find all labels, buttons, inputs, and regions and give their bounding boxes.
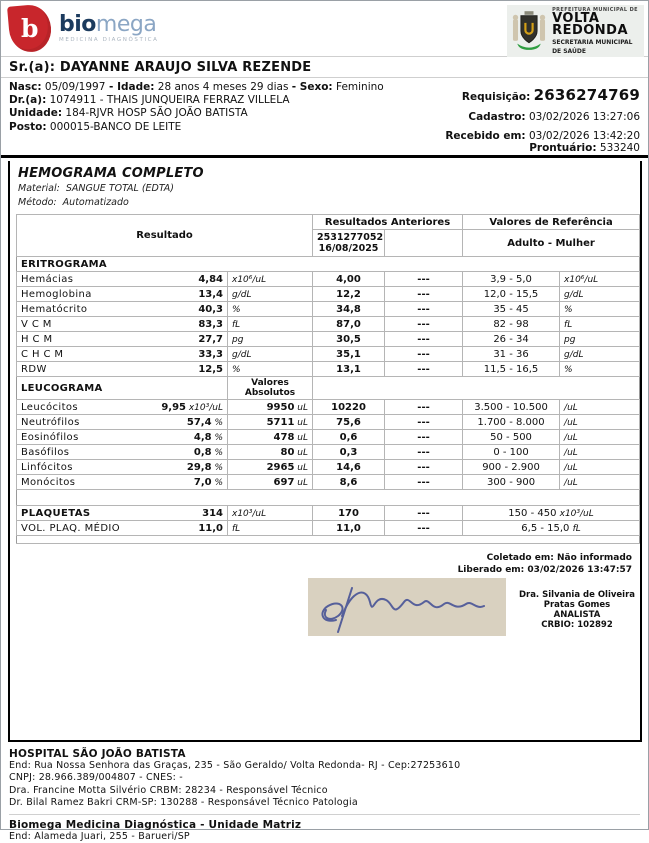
biomega-drop-icon: b xyxy=(7,3,53,53)
result-name: C H C M xyxy=(21,348,64,360)
registration-details xyxy=(445,81,640,153)
result-value-group: 57,4 % xyxy=(186,416,223,428)
exam-method: Método: Automatizado xyxy=(18,196,129,208)
result-unit: fL xyxy=(228,317,313,332)
spacer-row xyxy=(17,536,640,544)
absolute-value: 2965 uL xyxy=(228,460,313,475)
reference-unit: x10⁶/uL xyxy=(560,272,640,287)
reference-range: 50 - 500 xyxy=(463,430,560,445)
previous-result: 10220 xyxy=(313,400,385,415)
requisition-line: Requisição: 2636274769 xyxy=(461,86,640,104)
reference-range: 6,5 - 15,0 fL xyxy=(463,521,640,536)
patient-info-line: Dr.(a): 1074911 - THAIS JUNQUEIRA FERRAZ VILLELA xyxy=(9,94,290,107)
reference-range: 900 - 2.900 xyxy=(463,460,560,475)
previous-result: 30,5 xyxy=(313,332,385,347)
results-table xyxy=(16,214,640,544)
reference-unit: /uL xyxy=(560,400,640,415)
table-row xyxy=(17,430,640,445)
matriz-lines xyxy=(9,831,640,843)
previous-result: 14,6 xyxy=(313,460,385,475)
table-row xyxy=(17,521,640,536)
previous-result-2: --- xyxy=(385,475,463,490)
result-value: 314 xyxy=(202,507,223,519)
analyst-role: ANALISTA xyxy=(553,610,601,620)
section-spacer xyxy=(313,377,640,400)
footer-line: CNPJ: 28.966.389/004807 - CNES: - xyxy=(9,772,183,784)
footer-line: End: Alameda Juari, 255 - Barueri/SP xyxy=(9,831,190,843)
result-cell xyxy=(17,287,228,302)
result-value: 13,4 xyxy=(198,288,223,300)
reference-range: 1.700 - 8.000 xyxy=(463,415,560,430)
table-row xyxy=(17,302,640,317)
result-unit: fL xyxy=(228,521,313,536)
patient-info-section xyxy=(1,78,648,153)
requisition-number: 2636274769 xyxy=(533,86,640,104)
result-value: 11,0 xyxy=(198,522,223,534)
liberado-line: Liberado em: 03/02/2026 13:47:57 xyxy=(457,565,632,575)
reference-range: 82 - 98 xyxy=(463,317,560,332)
reference-range: 35 - 45 xyxy=(463,302,560,317)
result-value-group: 7,0 % xyxy=(193,476,223,488)
reference-range: 12,0 - 15,5 xyxy=(463,287,560,302)
result-unit: % xyxy=(228,302,313,317)
report-header xyxy=(1,1,648,57)
exam-title: HEMOGRAMA COMPLETO xyxy=(18,166,204,181)
result-name: H C M xyxy=(21,333,53,345)
table-row xyxy=(17,400,640,415)
analyst-name: Dra. Silvania de Oliveira Pratas Gomes xyxy=(518,590,636,610)
result-unit: g/dL xyxy=(228,347,313,362)
patient-info-line: Nasc: 05/09/1997 - Idade: 28 anos 4 meses 29 dias - Sexo: Feminino xyxy=(9,81,384,93)
patient-name-row xyxy=(1,57,648,78)
previous-result-2: --- xyxy=(385,400,463,415)
coletado-line: Coletado em: Não informado xyxy=(486,553,632,563)
result-name: PLAQUETAS xyxy=(21,507,91,519)
result-name: Linfócitos xyxy=(21,461,73,473)
previous-result-id: 2531277052 16/08/2025 xyxy=(313,230,385,257)
spacer-cell xyxy=(17,536,640,544)
result-cell xyxy=(17,332,228,347)
absolute-value: 80 uL xyxy=(228,445,313,460)
hospital-lines xyxy=(9,760,640,809)
reference-unit: g/dL xyxy=(560,287,640,302)
previous-result-2: --- xyxy=(385,430,463,445)
table-row xyxy=(17,272,640,287)
result-name: Eosinófilos xyxy=(21,431,79,443)
previous-result-2: --- xyxy=(385,272,463,287)
patient-details xyxy=(9,81,384,153)
exam-result-box xyxy=(8,161,642,742)
reference-unit: /uL xyxy=(560,445,640,460)
municipality-secretary-1: SECRETARIA MUNICIPAL xyxy=(552,38,633,46)
table-row xyxy=(17,475,640,490)
result-cell xyxy=(17,272,228,287)
previous-result: 13,1 xyxy=(313,362,385,377)
salutation-label: Sr.(a): xyxy=(9,60,56,75)
patient-info-line: Posto: 000015-BANCO DE LEITE xyxy=(9,120,182,133)
spacer-row xyxy=(17,490,640,506)
reference-unit: % xyxy=(560,302,640,317)
previous-result: 12,2 xyxy=(313,287,385,302)
brand-name: biomega xyxy=(59,12,157,37)
spacer-cell xyxy=(17,490,640,506)
result-cell xyxy=(17,302,228,317)
previous-result-id-2 xyxy=(385,230,463,257)
result-unit: g/dL xyxy=(228,287,313,302)
col-header-resultado: Resultado xyxy=(17,215,313,257)
section-title: LEUCOGRAMA xyxy=(17,377,228,400)
result-name: Hematócrito xyxy=(21,303,88,315)
result-unit: x10⁶/uL xyxy=(228,272,313,287)
hospital-title: HOSPITAL SÃO JOÃO BATISTA xyxy=(9,748,186,760)
result-cell xyxy=(17,475,228,490)
reference-range: 150 - 450 x10³/uL xyxy=(463,506,640,521)
result-cell xyxy=(17,430,228,445)
result-unit: pg xyxy=(228,332,313,347)
prontuario-line: Prontuário: 533240 xyxy=(529,142,640,154)
reference-range: 26 - 34 xyxy=(463,332,560,347)
section-title: ERITROGRAMA xyxy=(17,257,640,272)
previous-result: 87,0 xyxy=(313,317,385,332)
table-row xyxy=(17,332,640,347)
reference-group: Adulto - Mulher xyxy=(463,230,640,257)
reference-unit: pg xyxy=(560,332,640,347)
absolute-values-header: Valores Absolutos xyxy=(228,377,313,400)
result-cell xyxy=(17,400,228,415)
previous-result-2: --- xyxy=(385,347,463,362)
previous-result-2: --- xyxy=(385,302,463,317)
matriz-title: Biomega Medicina Diagnóstica - Unidade Matriz xyxy=(9,819,302,832)
analyst-registration: CRBIO: 102892 xyxy=(541,620,613,630)
previous-result-2: --- xyxy=(385,506,463,521)
previous-result: 34,8 xyxy=(313,302,385,317)
table-row xyxy=(17,287,640,302)
result-cell xyxy=(17,317,228,332)
patient-info-line: Unidade: 184-RJVR HOSP SÃO JOÃO BATISTA xyxy=(9,107,248,120)
table-row xyxy=(17,317,640,332)
result-name: Basófilos xyxy=(21,446,70,458)
section-row-eritrograma xyxy=(17,257,640,272)
reference-range: 0 - 100 xyxy=(463,445,560,460)
result-value: 4,84 xyxy=(198,273,223,285)
result-cell xyxy=(17,506,228,521)
footer-line: End: Rua Nossa Senhora das Graças, 235 - São Geraldo/ Volta Redonda- RJ - Cep:27253610 xyxy=(9,760,461,771)
previous-result-2: --- xyxy=(385,460,463,475)
result-name: V C M xyxy=(21,318,52,330)
volta-redonda-seal xyxy=(507,5,644,57)
municipality-secretary-2: DE SAÚDE xyxy=(552,47,586,55)
absolute-value: 478 uL xyxy=(228,430,313,445)
footer-line: Dr. Bilal Ramez Bakri CRM-SP: 130288 - Responsável Técnico Patologia xyxy=(9,796,358,808)
reference-range: 300 - 900 xyxy=(463,475,560,490)
previous-result-2: --- xyxy=(385,332,463,347)
section-divider xyxy=(1,155,648,158)
reference-unit: /uL xyxy=(560,460,640,475)
cadastro-line: Cadastro: 03/02/2026 13:27:06 xyxy=(468,111,640,123)
signature-scribble-icon xyxy=(308,578,506,636)
analyst-block xyxy=(514,590,640,630)
previous-result-2: --- xyxy=(385,521,463,536)
result-name: Neutrófilos xyxy=(21,416,80,428)
result-name: VOL. PLAQ. MÉDIO xyxy=(21,522,121,534)
reference-unit: /uL xyxy=(560,415,640,430)
result-value-group: 4,8 % xyxy=(193,431,223,443)
result-value: 27,7 xyxy=(198,333,223,345)
section-row-leucograma xyxy=(17,377,640,400)
result-cell xyxy=(17,460,228,475)
result-cell xyxy=(17,362,228,377)
coat-of-arms-icon xyxy=(511,8,547,54)
previous-result-2: --- xyxy=(385,415,463,430)
biomega-logo xyxy=(9,5,158,52)
absolute-value: 9950 uL xyxy=(228,400,313,415)
result-name: Hemoglobina xyxy=(21,288,92,300)
table-row xyxy=(17,506,640,521)
absolute-value: 5711 uL xyxy=(228,415,313,430)
reference-range: 3.500 - 10.500 xyxy=(463,400,560,415)
previous-result: 75,6 xyxy=(313,415,385,430)
table-row xyxy=(17,347,640,362)
table-row xyxy=(17,460,640,475)
result-cell xyxy=(17,445,228,460)
reference-unit: /uL xyxy=(560,475,640,490)
previous-result: 4,00 xyxy=(313,272,385,287)
col-header-anteriores: Resultados Anteriores xyxy=(313,215,463,230)
previous-result-2: --- xyxy=(385,317,463,332)
previous-result: 0,6 xyxy=(313,430,385,445)
result-value-group: 9,95 x10³/uL xyxy=(161,401,223,413)
result-name: Monócitos xyxy=(21,476,76,488)
result-unit: % xyxy=(228,362,313,377)
result-name: Hemácias xyxy=(21,273,74,285)
reference-unit: % xyxy=(560,362,640,377)
result-value-group: 0,8 % xyxy=(193,446,223,458)
previous-result-2: --- xyxy=(385,445,463,460)
previous-result: 11,0 xyxy=(313,521,385,536)
previous-result: 35,1 xyxy=(313,347,385,362)
reference-unit: /uL xyxy=(560,430,640,445)
release-info xyxy=(10,552,632,576)
report-footer xyxy=(1,742,648,843)
previous-result-2: --- xyxy=(385,362,463,377)
exam-material: Material: SANGUE TOTAL (EDTA) xyxy=(18,183,174,194)
result-cell xyxy=(17,415,228,430)
municipality-city-2: REDONDA xyxy=(552,22,629,38)
reference-range: 11,5 - 16,5 xyxy=(463,362,560,377)
result-value-group: 29,8 % xyxy=(186,461,223,473)
result-value: 40,3 xyxy=(198,303,223,315)
col-header-referencia: Valores de Referência xyxy=(463,215,640,230)
reference-range: 3,9 - 5,0 xyxy=(463,272,560,287)
analyst-signature xyxy=(308,578,506,636)
result-value: 33,3 xyxy=(198,348,223,360)
municipality-header: PREFEITURA MUNICIPAL DE xyxy=(552,6,638,13)
previous-result-2: --- xyxy=(385,287,463,302)
previous-result: 8,6 xyxy=(313,475,385,490)
result-name: RDW xyxy=(21,363,47,375)
result-unit: x10³/uL xyxy=(228,506,313,521)
patient-name: DAYANNE ARAUJO SILVA REZENDE xyxy=(59,60,312,75)
reference-unit: g/dL xyxy=(560,347,640,362)
brand-tagline: MEDICINA DIAGNÓSTICA xyxy=(59,37,159,43)
result-cell xyxy=(17,347,228,362)
footer-line: Dra. Francine Motta Silvério CRBM: 28234 - Responsável Técnico xyxy=(9,784,328,796)
result-value: 83,3 xyxy=(198,318,223,330)
municipality-city-1: VOLTA xyxy=(552,10,600,26)
result-name: Leucócitos xyxy=(21,401,79,413)
reference-unit: fL xyxy=(560,317,640,332)
previous-result: 170 xyxy=(313,506,385,521)
table-row xyxy=(17,362,640,377)
reference-range: 31 - 36 xyxy=(463,347,560,362)
previous-result: 0,3 xyxy=(313,445,385,460)
footer-divider xyxy=(9,814,640,815)
table-row xyxy=(17,415,640,430)
table-row xyxy=(17,445,640,460)
result-value: 12,5 xyxy=(198,363,223,375)
recebido-line: Recebido em: 03/02/2026 13:42:20 xyxy=(445,130,640,142)
result-cell xyxy=(17,521,228,536)
absolute-value: 697 uL xyxy=(228,475,313,490)
